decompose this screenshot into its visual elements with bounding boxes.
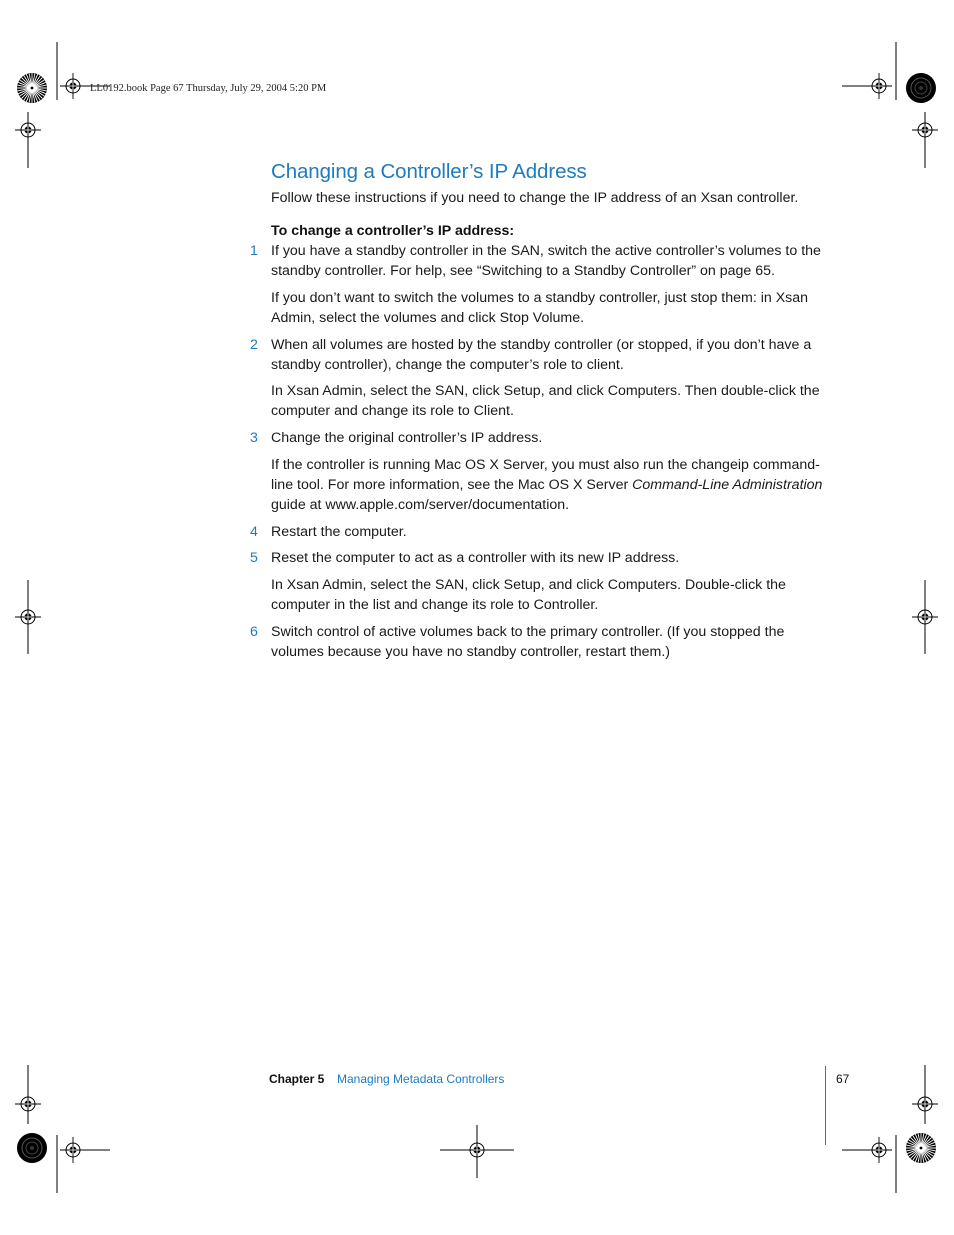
step-text: When all volumes are hosted by the standby controller (or stopped, if you don’t have a standby controller), change the computer’s role to client.: [271, 337, 812, 374]
color-wheel-icon: [906, 73, 936, 103]
registration-mark-icon: [60, 73, 86, 99]
step-text: Switch control of active volumes back to the primary controller. (If you stopped the volumes because you have no standby controller, restart them.): [271, 624, 785, 661]
step-text: If you have a standby controller in the SAN, switch the active controller’s volumes to the standby controller. For help, see “Switching to a Standby Controller” on page 65.: [271, 243, 821, 280]
step-text: Reset the computer to act as a controller with its new IP address.: [271, 550, 680, 566]
step-number: 2: [250, 337, 258, 353]
registration-mark-icon: [15, 1091, 41, 1117]
step-note: In Xsan Admin, select the SAN, click Setup, and click Computers. Double-click the computer in the list and change its role to Controller.: [271, 577, 786, 614]
footer-chapter-title: Managing Metadata Controllers: [337, 1072, 505, 1086]
step-note-text: guide at www.apple.com/server/documentation.: [271, 497, 570, 514]
step-note: If you don’t want to switch the volumes to a standby controller, just stop them: in Xsan Admin, select the volumes and click Stop Volume.: [271, 290, 809, 327]
footer-chapter-label: Chapter 5: [269, 1072, 325, 1086]
registration-mark-icon: [866, 73, 892, 99]
step-number: 4: [250, 524, 258, 540]
section-title: Changing a Controller’s IP Address: [271, 160, 587, 183]
registration-mark-icon: [912, 1091, 938, 1117]
registration-mark-icon: [912, 604, 938, 630]
registration-mark-icon: [15, 604, 41, 630]
registration-mark-icon: [464, 1137, 490, 1163]
step-number: 6: [250, 624, 258, 640]
registration-mark-icon: [866, 1137, 892, 1163]
print-slug: LL0192.book Page 67 Thursday, July 29, 2004 5:20 PM: [90, 83, 327, 94]
section-intro: Follow these instructions if you need to change the IP address of an Xsan controller.: [271, 190, 799, 206]
registration-mark-icon: [60, 1137, 86, 1163]
color-wheel-icon: [17, 73, 47, 103]
color-wheel-icon: [17, 1133, 47, 1163]
step-number: 3: [250, 430, 258, 446]
step-text: Change the original controller’s IP address.: [271, 430, 543, 446]
book-title: Command-Line Administration: [632, 477, 823, 494]
step-text: Restart the computer.: [271, 524, 407, 540]
color-wheel-icon: [906, 1133, 936, 1163]
page-number: 67: [836, 1072, 850, 1086]
procedure-heading: To change a controller’s IP address:: [271, 223, 515, 239]
footer-divider: [825, 1066, 826, 1145]
step-number: 5: [250, 550, 258, 566]
registration-mark-icon: [15, 117, 41, 143]
registration-mark-icon: [912, 117, 938, 143]
step-note: In Xsan Admin, select the SAN, click Setup, and click Computers. Then double-click the computer and change its role to Client.: [271, 383, 820, 420]
step-number: 1: [250, 243, 258, 259]
step-note-text: If the controller is running Mac OS X Server, you must also run the changeip command-line tool. For more information, see the Mac OS X Server: [271, 457, 820, 494]
step-note: [271, 455, 831, 516]
